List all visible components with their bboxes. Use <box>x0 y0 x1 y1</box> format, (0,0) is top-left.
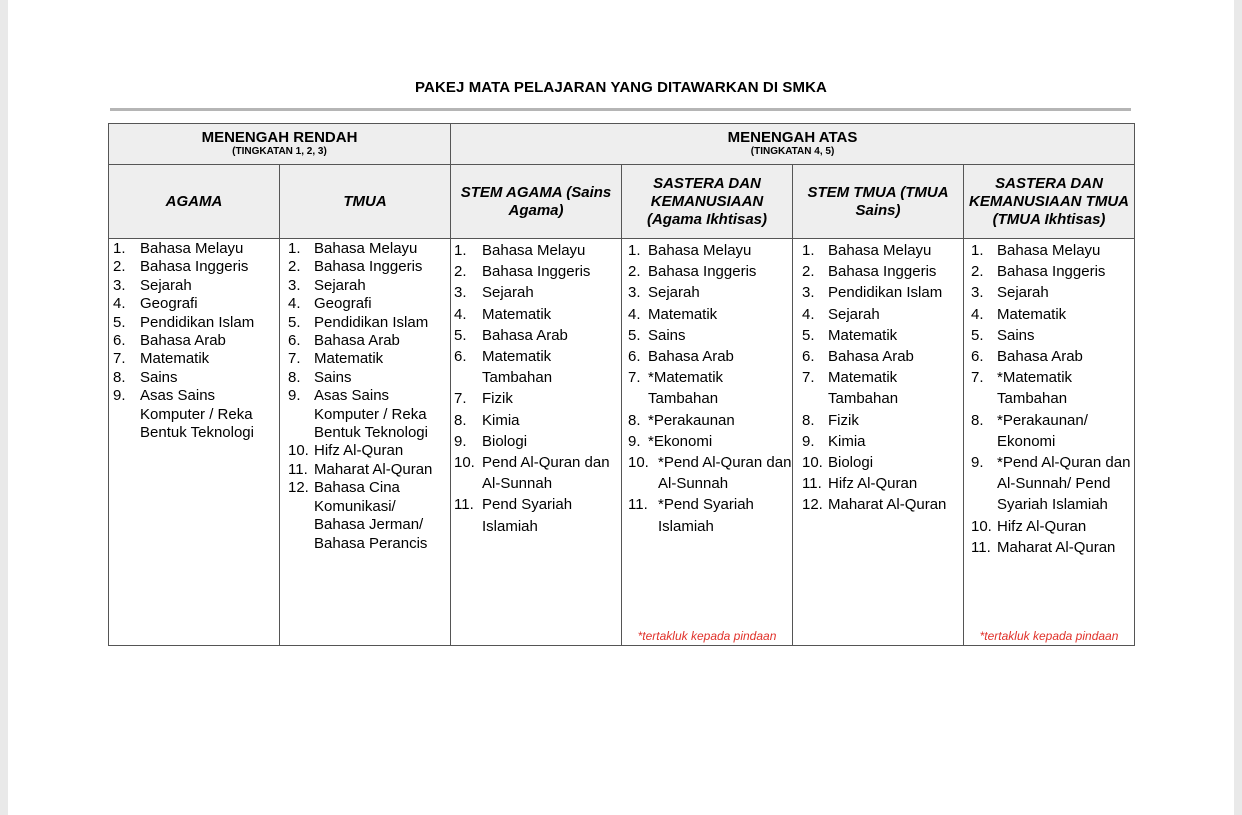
subject-name: Kimia <box>482 411 520 429</box>
subject-number: 10. <box>628 454 649 472</box>
subject-item <box>971 304 1134 325</box>
subject-name: Bahasa Melayu <box>828 242 932 259</box>
subject-item <box>802 410 963 431</box>
subject-item <box>628 304 792 325</box>
subject-item <box>802 346 963 367</box>
subject-number: 8. <box>628 411 641 429</box>
subject-item <box>288 258 450 276</box>
subject-number: 7. <box>288 350 301 368</box>
subject-name: Bahasa Melayu <box>314 240 418 257</box>
subject-name: Sejarah <box>314 276 366 294</box>
subject-number: 4. <box>971 305 984 323</box>
subjects-cell-sastera <box>622 239 793 646</box>
subject-number: 7. <box>971 369 984 387</box>
subject-item <box>802 473 963 494</box>
subjects-cell-tmua <box>280 239 451 646</box>
subject-name: Asas Sains Komputer / Reka Bentuk Teknologi <box>140 387 254 442</box>
subject-name: Bahasa Inggeris <box>140 258 249 276</box>
subject-item <box>802 261 963 282</box>
subject-item <box>971 240 1134 261</box>
subject-name: Biologi <box>828 454 874 472</box>
column-header-text: STEM TMUA (TMUA Sains) <box>807 183 949 219</box>
subject-item <box>628 452 792 494</box>
subject-item <box>802 240 963 261</box>
subject-number: 6. <box>628 348 641 366</box>
subject-number: 9. <box>288 387 301 405</box>
subject-number: 4. <box>802 305 815 323</box>
subject-name: Sejarah <box>648 284 700 302</box>
subject-item <box>288 277 450 295</box>
subject-item <box>288 369 450 387</box>
column-header-sastera-tmua <box>964 165 1135 239</box>
subject-item <box>113 258 279 276</box>
subject-item <box>454 431 621 452</box>
subject-number: 11. <box>971 538 991 556</box>
title-rule <box>110 108 1131 111</box>
subject-number: 2. <box>802 263 815 281</box>
subject-name: Hifz Al-Quran <box>997 517 1087 535</box>
subject-number: 8. <box>288 368 301 386</box>
subject-name: Maharat Al-Quran <box>997 538 1116 556</box>
column-header-stem-agama <box>451 165 622 239</box>
subject-number: 1. <box>628 242 641 259</box>
subject-item <box>628 494 792 536</box>
subject-name: Geografi <box>314 295 372 313</box>
subject-name: Bahasa Arab <box>828 348 914 366</box>
subject-number: 7. <box>802 369 815 387</box>
subject-item <box>628 410 792 431</box>
subject-name: Matematik <box>997 305 1067 323</box>
subject-item <box>971 325 1134 346</box>
subject-item <box>628 240 792 261</box>
subject-item <box>113 369 279 387</box>
column-header-sastera <box>622 165 793 239</box>
subject-name: Bahasa Inggeris <box>482 263 591 281</box>
subject-item <box>802 367 963 409</box>
subject-number: 9. <box>113 387 126 405</box>
subject-name: *Pend Syariah Islamiah <box>658 496 754 535</box>
subject-number: 3. <box>288 276 301 294</box>
subject-name: Matematik Tambahan <box>482 348 553 387</box>
subject-name: Pendidikan Islam <box>140 313 255 331</box>
subject-name: Hifz Al-Quran <box>314 442 404 460</box>
subject-number: 7. <box>113 350 126 368</box>
subject-name: Matematik <box>828 326 898 344</box>
subject-list <box>451 239 621 537</box>
subject-item <box>628 431 792 452</box>
column-header-agama: AGAMA <box>109 165 280 239</box>
subject-item <box>802 325 963 346</box>
group-label: MENENGAH RENDAH <box>201 129 358 146</box>
subject-number: 9. <box>454 432 467 450</box>
subject-number: 2. <box>971 263 984 281</box>
subject-number: 3. <box>454 284 467 302</box>
subject-number: 5. <box>454 326 467 344</box>
subject-name: Sejarah <box>828 305 880 323</box>
subject-name: *Perakaunan/ Ekonomi <box>997 411 1088 450</box>
subjects-cell-agama <box>109 239 280 646</box>
subject-item <box>288 332 450 350</box>
subject-name: *Pend Al-Quran dan Al-Sunnah <box>658 454 792 493</box>
subject-name: Bahasa Melayu <box>997 242 1101 259</box>
subject-item <box>971 452 1134 516</box>
subject-item <box>971 367 1134 409</box>
subject-item <box>288 479 450 553</box>
subject-number: 10. <box>971 517 992 535</box>
subject-number: 1. <box>288 240 301 257</box>
subject-number: 6. <box>454 348 467 366</box>
column-header-text: STEM AGAMA (Sains Agama) <box>460 183 612 219</box>
subject-item <box>288 240 450 258</box>
subject-item <box>288 314 450 332</box>
subject-name: Bahasa Inggeris <box>828 263 937 281</box>
column-header-tmua: TMUA <box>280 165 451 239</box>
subject-item <box>628 325 792 346</box>
subject-number: 2. <box>454 263 467 281</box>
subject-number: 12. <box>802 496 823 514</box>
subject-list <box>280 239 450 553</box>
subject-name: Pend Syariah Islamiah <box>482 496 573 535</box>
subject-number: 2. <box>288 258 301 276</box>
subjects-cell-sastera-tmua <box>964 239 1135 646</box>
subject-number: 11. <box>628 496 648 514</box>
subject-item <box>113 314 279 332</box>
subject-item <box>971 346 1134 367</box>
subject-name: Hifz Al-Quran <box>828 475 918 493</box>
subject-name: Bahasa Inggeris <box>314 258 423 276</box>
column-header-text: SASTERA DAN KEMANUSIAAN (Agama Ikhtisas) <box>646 174 768 228</box>
subject-item <box>802 282 963 303</box>
subject-item <box>454 282 621 303</box>
subject-number: 9. <box>802 432 815 450</box>
subject-number: 2. <box>113 258 126 276</box>
subject-name: Pendidikan Islam <box>828 284 943 302</box>
subject-item <box>628 367 792 409</box>
subject-item <box>454 494 621 536</box>
subject-number: 1. <box>802 242 815 259</box>
subject-name: Bahasa Melayu <box>140 240 244 257</box>
subject-item <box>288 295 450 313</box>
subject-list <box>964 239 1134 558</box>
subject-number: 9. <box>971 454 984 472</box>
subject-name: Bahasa Arab <box>648 348 734 366</box>
subject-name: *Ekonomi <box>648 432 713 450</box>
subject-item <box>454 261 621 282</box>
subject-number: 10. <box>288 442 309 460</box>
subject-name: Sejarah <box>140 276 192 294</box>
subject-item <box>288 461 450 479</box>
subject-number: 4. <box>454 305 467 323</box>
subject-item <box>971 261 1134 282</box>
amendment-note: *tertakluk kepada pindaan <box>979 629 1119 643</box>
page-title: PAKEJ MATA PELAJARAN YANG DITAWARKAN DI SMKA <box>415 79 827 96</box>
subject-name: Bahasa Cina Komunikasi/ Bahasa Jerman/ Bahasa Perancis <box>314 479 428 552</box>
subject-number: 5. <box>802 326 815 344</box>
subject-name: *Matematik Tambahan <box>997 369 1073 408</box>
subject-list <box>109 239 279 442</box>
subject-item <box>628 282 792 303</box>
subject-package-table <box>108 123 1135 646</box>
subject-name: Matematik <box>482 305 552 323</box>
subject-name: *Perakaunan <box>648 411 735 429</box>
subject-item <box>454 410 621 431</box>
subject-list <box>793 239 963 516</box>
subject-item <box>802 494 963 515</box>
subjects-cell-stem-tmua <box>793 239 964 646</box>
subject-item <box>288 350 450 368</box>
subject-item <box>288 387 450 442</box>
group-sublabel: (TINGKATAN 1, 2, 3) <box>232 146 327 157</box>
subject-name: Pend Al-Quran dan Al-Sunnah <box>482 454 610 493</box>
subject-item <box>113 277 279 295</box>
subject-number: 9. <box>628 432 641 450</box>
subject-number: 3. <box>802 284 815 302</box>
subject-name: Matematik <box>140 350 210 368</box>
subject-item <box>454 240 621 261</box>
amendment-note: *tertakluk kepada pindaan <box>637 629 777 643</box>
subject-number: 5. <box>628 326 641 344</box>
subject-name: Bahasa Arab <box>140 332 226 350</box>
column-header-text: SASTERA DAN KEMANUSIAAN TMUA (TMUA Ikhtisas) <box>969 174 1130 228</box>
subject-name: Sains <box>997 326 1035 344</box>
column-header-stem-tmua <box>793 165 964 239</box>
subject-name: Sains <box>140 368 178 386</box>
subject-number: 3. <box>971 284 984 302</box>
subject-item <box>113 387 279 442</box>
subject-name: Asas Sains Komputer / Reka Bentuk Teknologi <box>314 387 428 442</box>
group-sublabel: (TINGKATAN 4, 5) <box>750 146 835 157</box>
subject-number: 4. <box>288 295 301 313</box>
subject-number: 11. <box>454 496 474 514</box>
subject-name: Matematik <box>314 350 384 368</box>
subject-name: Bahasa Inggeris <box>997 263 1106 281</box>
subject-item <box>802 431 963 452</box>
subject-item <box>802 304 963 325</box>
subject-name: *Matematik Tambahan <box>648 369 724 408</box>
subject-name: Sejarah <box>482 284 534 302</box>
subject-number: 12. <box>288 479 309 497</box>
subjects-cell-stem-agama <box>451 239 622 646</box>
subject-number: 6. <box>113 332 126 350</box>
subject-number: 8. <box>971 411 984 429</box>
subject-item <box>454 325 621 346</box>
subject-name: Bahasa Inggeris <box>648 263 757 281</box>
subject-number: 1. <box>454 242 467 259</box>
subject-number: 6. <box>802 348 815 366</box>
subject-number: 11. <box>802 475 822 493</box>
subject-name: Bahasa Melayu <box>482 242 586 259</box>
subject-list <box>622 239 792 537</box>
subject-name: Matematik <box>648 305 718 323</box>
subject-item <box>628 346 792 367</box>
subject-name: Fizik <box>828 411 859 429</box>
subject-name: Maharat Al-Quran <box>828 496 947 514</box>
subject-item <box>113 295 279 313</box>
group-label: MENENGAH ATAS <box>727 129 858 146</box>
subject-number: 8. <box>454 411 467 429</box>
subject-name: Bahasa Melayu <box>648 242 752 259</box>
group-header-rendah <box>109 124 451 165</box>
subject-item <box>971 537 1134 558</box>
subject-number: 7. <box>628 369 641 387</box>
subject-name: Sejarah <box>997 284 1049 302</box>
subject-item <box>113 350 279 368</box>
subject-name: Fizik <box>482 390 513 408</box>
subject-number: 2. <box>628 263 641 281</box>
subject-number: 1. <box>113 240 126 257</box>
subject-number: 3. <box>113 276 126 294</box>
subject-number: 10. <box>454 454 475 472</box>
subject-name: Bahasa Arab <box>314 332 400 350</box>
subject-name: Sains <box>314 368 352 386</box>
subject-number: 3. <box>628 284 641 302</box>
subject-name: Bahasa Arab <box>997 348 1083 366</box>
subject-number: 6. <box>971 348 984 366</box>
subject-name: Matematik Tambahan <box>828 369 899 408</box>
subject-name: *Pend Al-Quran dan Al-Sunnah/ Pend Syariah Islamiah <box>997 454 1131 514</box>
subject-number: 11. <box>288 460 308 478</box>
subject-name: Kimia <box>828 432 866 450</box>
subject-number: 1. <box>971 242 984 259</box>
subject-item <box>971 516 1134 537</box>
subject-number: 8. <box>802 411 815 429</box>
subject-item <box>971 282 1134 303</box>
subject-number: 5. <box>288 313 301 331</box>
subject-item <box>454 346 621 388</box>
subject-item <box>113 240 279 258</box>
subject-name: Sains <box>648 326 686 344</box>
subject-item <box>802 452 963 473</box>
subject-number: 7. <box>454 390 467 408</box>
subject-item <box>113 332 279 350</box>
subject-name: Geografi <box>140 295 198 313</box>
subject-item <box>971 410 1134 452</box>
subject-item <box>454 388 621 409</box>
subject-name: Biologi <box>482 432 528 450</box>
subject-item <box>288 442 450 460</box>
subject-number: 5. <box>971 326 984 344</box>
subject-number: 4. <box>113 295 126 313</box>
subject-item <box>454 452 621 494</box>
subject-name: Bahasa Arab <box>482 326 568 344</box>
subject-number: 8. <box>113 368 126 386</box>
subject-name: Maharat Al-Quran <box>314 460 433 478</box>
subject-item <box>454 304 621 325</box>
subject-number: 4. <box>628 305 641 323</box>
subject-number: 10. <box>802 454 823 472</box>
subject-number: 6. <box>288 332 301 350</box>
subject-number: 5. <box>113 313 126 331</box>
subject-item <box>628 261 792 282</box>
group-header-atas <box>451 124 1135 165</box>
subject-name: Pendidikan Islam <box>314 313 429 331</box>
